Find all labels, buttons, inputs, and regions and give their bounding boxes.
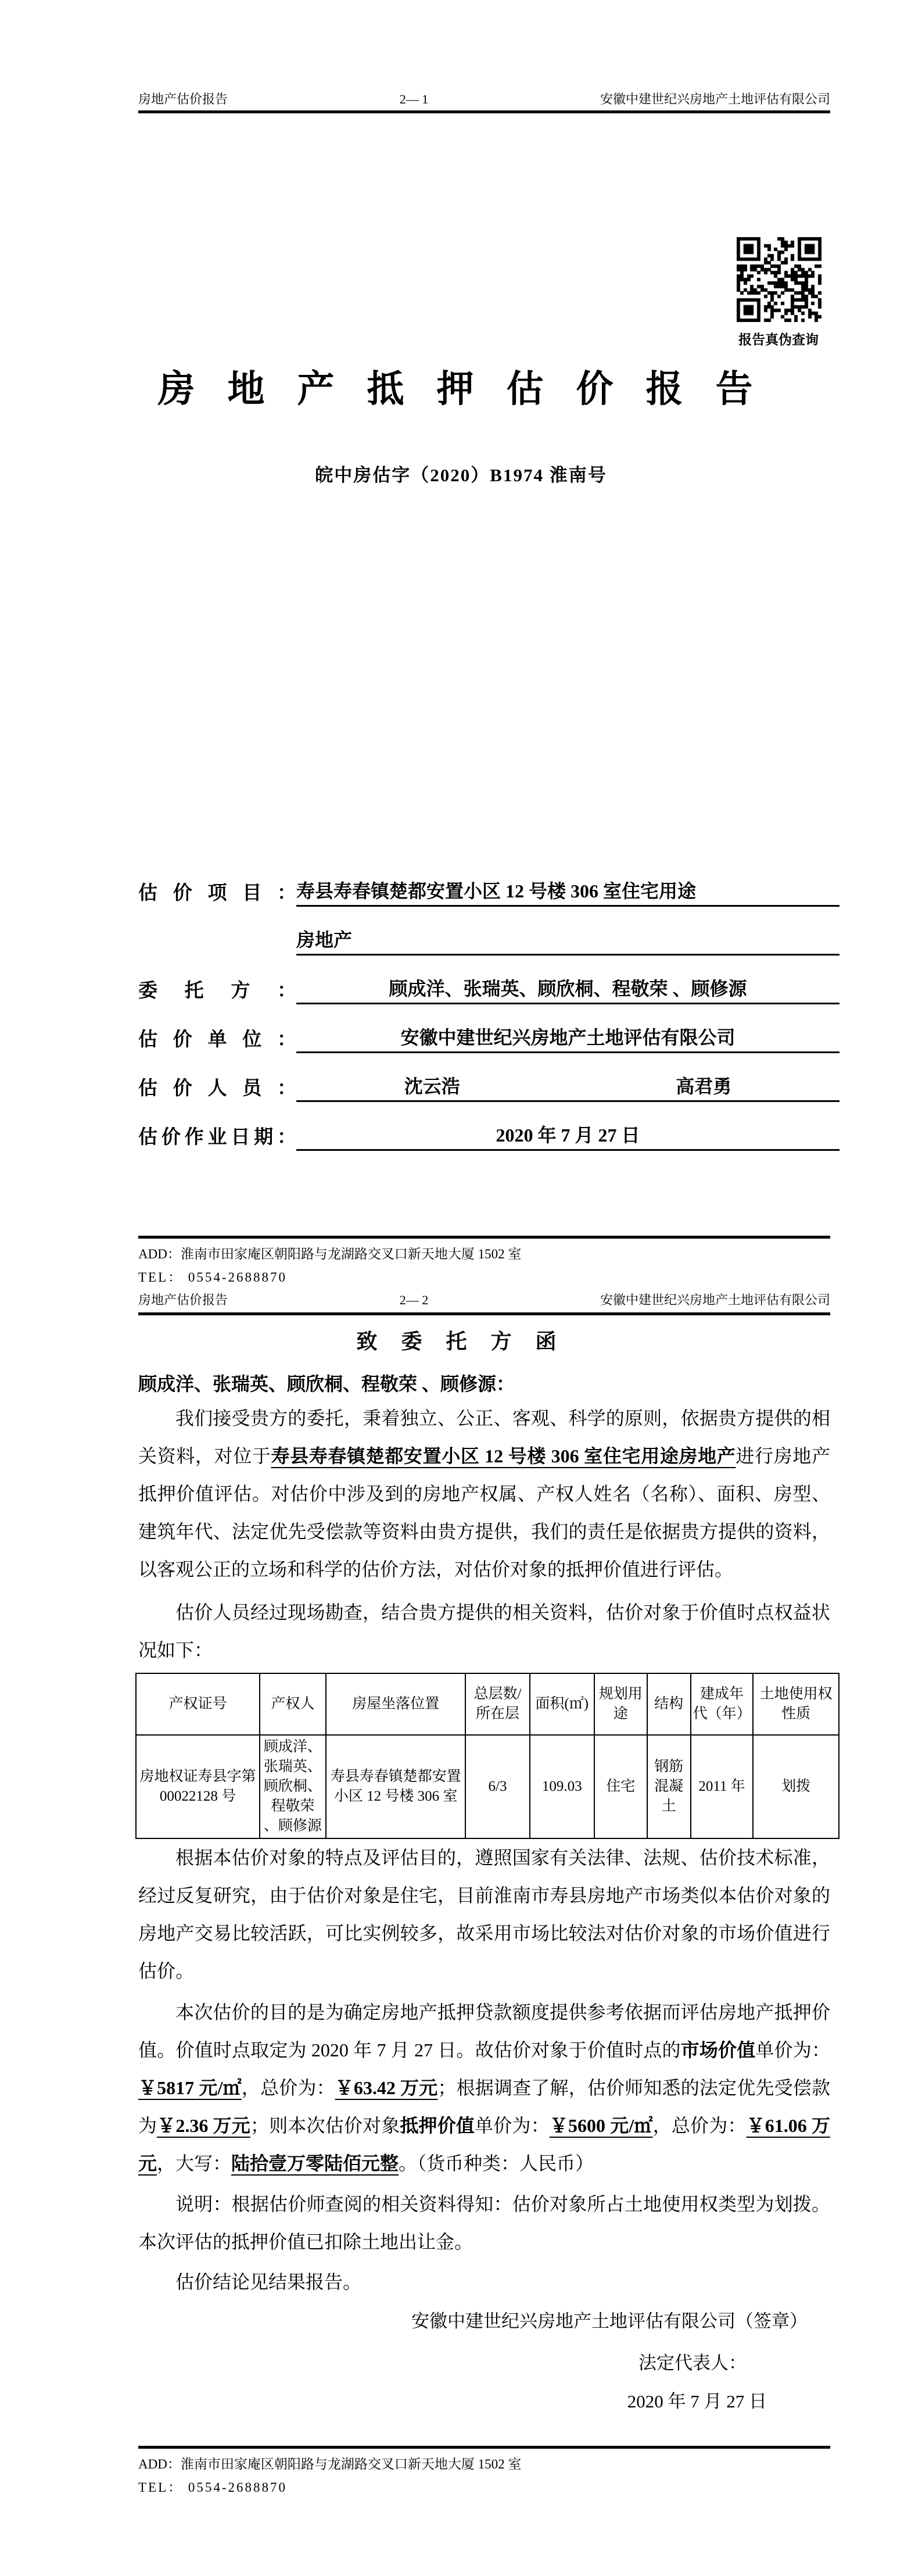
field-agency <box>138 1023 840 1053</box>
field-agency-value: 安徽中建世纪兴房地产土地评估有限公司 <box>296 1024 840 1053</box>
field-staff-label: 估价人员： <box>138 1078 296 1099</box>
report-title: 房 地 产 抵 押 估 价 报 告 <box>157 368 765 410</box>
field-client <box>138 974 840 1004</box>
field-project-value2: 房地产 <box>296 926 840 956</box>
paragraph-conclusion: 估价结论见结果报告。 <box>175 2271 362 2292</box>
signature-company: 安徽中建世纪兴房地产土地评估有限公司（签章） <box>411 2311 808 2331</box>
signature-legal-representative: 法定代表人： <box>638 2353 747 2373</box>
appraiser-1: 沈云浩 <box>404 1076 460 1097</box>
report-number: 皖中房估字（2020）B1974 淮南号 <box>315 465 607 485</box>
page2-page-number: 2— 2 <box>399 1293 429 1307</box>
col-land-right: 土地使用权性质 <box>753 1673 839 1735</box>
paragraph-method: 根据本估价对象的特点及评估目的，遵照国家有关法律、法规、估价技术标准，经过反复研究，由于估价对象是住宅，目前淮南市寿县房地产市场类似本估价对象的房地产交易比较活跃，可比实例较多，故采用市场比较法对估价对象的市场价值进行估价。 <box>138 1847 830 1981</box>
para4-seg11: 单价为： <box>475 2115 550 2136</box>
page2-header-left: 房地产估价报告 <box>138 1293 228 1307</box>
para4-seg15: ，大写： <box>157 2153 232 2174</box>
para4-seg7: ；根据调查了解，估价师知悉的法定优先受偿款为 <box>138 2077 830 2136</box>
col-planned-use: 规划用途 <box>594 1673 647 1735</box>
page1-header-right: 安徽中建世纪兴房地产土地评估有限公司 <box>600 92 830 106</box>
qr-caption: 报告真伪查询 <box>738 332 819 347</box>
para1-seg1: 我们接受贵方的委托，秉着独立、公正、客观、科学的原则，依据贵方提供的相关资料，对位于 <box>138 1408 830 1466</box>
col-year-built: 建成年代（年） <box>691 1673 754 1735</box>
page2-footer-telephone: TEL： 0554-2688870 <box>138 2480 288 2495</box>
letter-title: 致 委 托 方 函 <box>356 1330 566 1353</box>
page1-footer-address: ADD：淮南市田家庵区朝阳路与龙湖路交叉口新天地大厦 1502 室 <box>138 1247 522 1261</box>
field-date-value: 2020 年 7 月 27 日 <box>296 1121 840 1151</box>
field-date-label: 估价作业日期： <box>138 1127 296 1148</box>
para4-total-price-market: ￥63.42 万元 <box>335 2077 438 2098</box>
cell-certificate-no: 房地权证寿县字第00022128 号 <box>136 1735 260 1838</box>
para4-seg3: 单价为： <box>755 2040 830 2060</box>
field-project-line2 <box>138 925 840 956</box>
cell-area: 109.03 <box>530 1735 594 1838</box>
page1-header-rule <box>138 110 830 113</box>
page1-page-number: 2— 1 <box>399 92 429 106</box>
page1-footer-rule <box>138 1236 830 1239</box>
page2-footer-rule <box>138 2446 830 2449</box>
paragraph-survey: 估价人员经过现场勘查，结合贵方提供的相关资料，估价对象于价值时点权益状况如下： <box>138 1602 830 1661</box>
col-floors: 总层数/所在层 <box>465 1673 529 1735</box>
col-structure: 结构 <box>647 1673 691 1735</box>
cover-fields <box>138 876 840 1169</box>
para1-property-name: 寿县寿春镇楚都安置小区 12 号楼 306 室住宅用途房地产 <box>271 1446 736 1466</box>
col-owner: 产权人 <box>260 1673 326 1735</box>
page2-header-rule <box>138 1312 830 1315</box>
col-certificate-no: 产权证号 <box>136 1673 260 1735</box>
cell-location: 寿县寿春镇楚都安置小区 12 号楼 306 室 <box>326 1735 466 1838</box>
page1-footer-telephone: TEL： 0554-2688870 <box>138 1270 288 1285</box>
field-project <box>138 876 840 907</box>
para4-mortgage-value-term: 抵押价值 <box>400 2115 475 2136</box>
cell-floors: 6/3 <box>465 1735 529 1838</box>
page2-header-right: 安徽中建世纪兴房地产土地评估有限公司 <box>600 1293 830 1307</box>
field-agency-label: 估价单位： <box>138 1029 296 1050</box>
paragraph-valuation <box>138 1994 830 2183</box>
para4-seg5: ，总价为： <box>241 2077 335 2098</box>
table-data-row <box>136 1735 839 1838</box>
paragraph-note: 说明：根据估价师查阅的相关资料得知：估价对象所占土地使用权类型为划拨。本次评估的抵押价值已扣除土地出让金。 <box>138 2194 830 2252</box>
table-header-row <box>136 1673 839 1735</box>
para4-seg17: 。（货币种类：人民币） <box>399 2153 594 2174</box>
col-area: 面积(㎡) <box>530 1673 594 1735</box>
letter-salutation: 顾成洋、张瑞英、顾欣桐、程敬荣 、顾修源： <box>138 1373 515 1394</box>
cell-owner: 顾成洋、张瑞英、顾欣桐、程敬荣 、顾修源 <box>260 1735 326 1838</box>
field-staff-value <box>296 1072 840 1102</box>
col-location: 房屋坐落位置 <box>326 1673 466 1735</box>
field-project-label: 估价项目： <box>138 883 296 904</box>
cell-structure: 钢筋混凝土 <box>647 1735 691 1838</box>
para4-seg9: ；则本次估价对象 <box>250 2115 400 2136</box>
appraiser-2: 高君勇 <box>676 1076 732 1097</box>
para4-priority-payment: ￥2.36 万元 <box>157 2115 250 2136</box>
para4-total-price-mortgage: ￥61.06 万元 <box>138 2115 830 2174</box>
report-verification-qr-code-icon <box>737 237 821 322</box>
page1-running-header <box>138 91 830 108</box>
page1-header-left: 房地产估价报告 <box>138 92 228 106</box>
cell-land-right: 划拨 <box>753 1735 839 1838</box>
page2-running-header <box>138 1291 830 1309</box>
signature-date: 2020 年 7 月 27 日 <box>627 2391 767 2412</box>
para4-unit-price-mortgage: ￥5600 元/㎡ <box>549 2115 653 2136</box>
field-staff <box>138 1072 840 1102</box>
para4-unit-price-market: ￥5817 元/㎡ <box>138 2077 242 2098</box>
cell-planned-use: 住宅 <box>594 1735 647 1838</box>
para4-market-value-term: 市场价值 <box>680 2040 756 2060</box>
page2-footer-address: ADD：淮南市田家庵区朝阳路与龙湖路交叉口新天地大厦 1502 室 <box>138 2457 522 2471</box>
property-rights-table <box>135 1673 840 1839</box>
field-client-label: 委托方： <box>138 981 296 1001</box>
field-client-value: 顾成洋、张瑞英、顾欣桐、程敬荣 、顾修源 <box>296 975 840 1004</box>
para4-seg13: ，总价为： <box>652 2115 747 2136</box>
paragraph-commission <box>138 1400 830 1588</box>
cell-year-built: 2011 年 <box>691 1735 754 1838</box>
para4-seg1: 本次估价的目的是为确定房地产抵押贷款额度提供参考依据而评估房地产抵押价值。价值时点取定为 2020 年 7 月 27 日。故估价对象于价值时点的 <box>138 2002 830 2060</box>
field-date <box>138 1121 840 1151</box>
para4-amount-in-words: 陆拾壹万零陆佰元整 <box>231 2153 399 2174</box>
field-project-value: 寿县寿春镇楚都安置小区 12 号楼 306 室住宅用途 <box>296 877 840 907</box>
para1-seg3: 进行房地产抵押价值评估。对估价中涉及到的房地产权属、产权人姓名（名称）、面积、房型、建筑年代、法定优先受偿款等资料由贵方提供，我们的责任是依据贵方提供的资料，以客观公正的立场和科学的估价方法，对估价对象的抵押价值进行评估。 <box>138 1446 830 1580</box>
